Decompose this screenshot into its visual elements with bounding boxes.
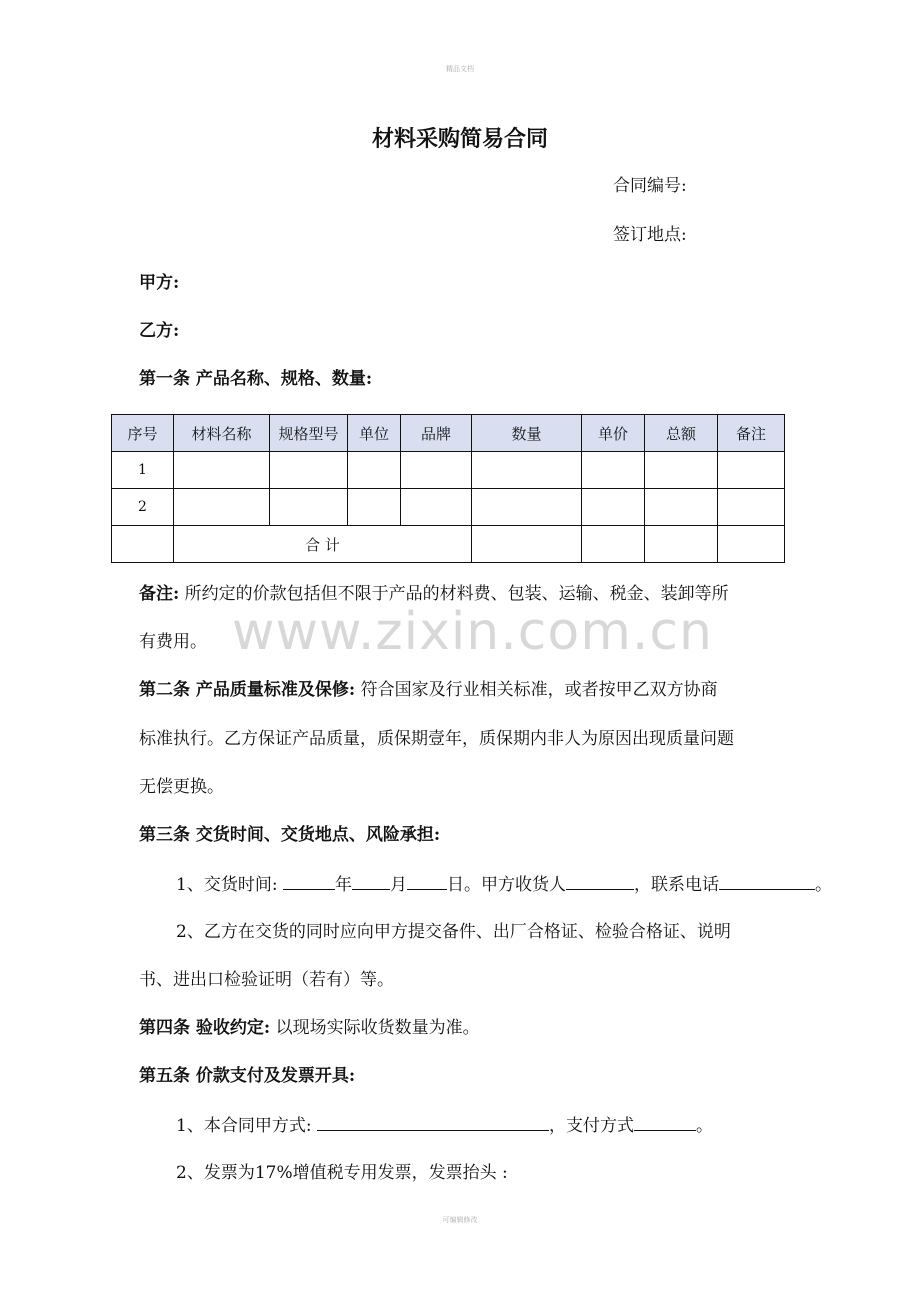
note-label: 备注: bbox=[139, 584, 180, 604]
col-header-material-name: 材料名称 bbox=[174, 415, 270, 452]
col-header-quantity: 数量 bbox=[472, 415, 582, 452]
document-title: 材料采购简易合同 bbox=[371, 127, 548, 152]
article-4-text: 以现场实际收货数量为准。 bbox=[270, 1018, 480, 1038]
receiver-blank[interactable] bbox=[566, 871, 634, 890]
article-2-line-1 bbox=[139, 678, 718, 702]
day-blank[interactable] bbox=[407, 871, 447, 890]
table-cell[interactable] bbox=[582, 526, 645, 563]
col-header-index: 序号 bbox=[112, 415, 174, 452]
article-3-heading: 第三条 交货时间、交货地点、风险承担: bbox=[139, 825, 441, 845]
row-index: 1 bbox=[112, 452, 174, 489]
receiver-label: 日。甲方收货人 bbox=[446, 875, 566, 895]
phone-label: ，联系电话 bbox=[633, 875, 719, 895]
header-note: 精品文档 bbox=[446, 65, 474, 73]
article-1-heading: 第一条 产品名称、规格、数量: bbox=[139, 369, 373, 389]
delivery-time-label: 1、交货时间: bbox=[176, 875, 283, 895]
sign-place-label: 签订地点: bbox=[613, 225, 687, 245]
table-header-row bbox=[112, 415, 785, 452]
table-row bbox=[112, 489, 785, 526]
period: 。 bbox=[814, 875, 832, 895]
payment-label: 1、本合同甲方式: bbox=[176, 1116, 317, 1136]
table-cell[interactable] bbox=[718, 526, 785, 563]
table-cell[interactable] bbox=[348, 489, 401, 526]
article-3-item-1 bbox=[176, 871, 832, 897]
materials-table bbox=[111, 414, 785, 563]
article-2-text-1: 符合国家及行业相关标准，或者按甲乙双方协商 bbox=[355, 680, 718, 700]
article-5-heading: 第五条 价款支付及发票开具: bbox=[139, 1066, 356, 1086]
table-cell bbox=[112, 526, 174, 563]
year-label: 年 bbox=[334, 875, 352, 895]
total-label: 合 计 bbox=[174, 526, 472, 563]
table-cell[interactable] bbox=[472, 489, 582, 526]
payment-method-blank[interactable] bbox=[634, 1112, 696, 1131]
article-3-item-2-line-1: 2、乙方在交货的同时应向甲方提交备件、出厂合格证、检验合格证、说明 bbox=[176, 922, 731, 942]
table-cell[interactable] bbox=[401, 489, 472, 526]
payment-blank[interactable] bbox=[317, 1112, 549, 1131]
col-header-spec: 规格型号 bbox=[270, 415, 348, 452]
table-cell[interactable] bbox=[270, 489, 348, 526]
article-5-item-1 bbox=[176, 1112, 713, 1138]
contract-number-label: 合同编号: bbox=[613, 176, 687, 196]
party-a-label: 甲方: bbox=[139, 273, 180, 293]
table-cell[interactable] bbox=[472, 526, 582, 563]
note-text-1: 所约定的价款包括但不限于产品的材料费、包装、运输、税金、装卸等所 bbox=[179, 584, 729, 604]
article-4-heading: 第四条 验收约定: bbox=[139, 1018, 271, 1038]
table-total-row bbox=[112, 526, 785, 563]
table-cell[interactable] bbox=[718, 452, 785, 489]
table-cell[interactable] bbox=[472, 452, 582, 489]
table-cell[interactable] bbox=[645, 452, 718, 489]
table-cell[interactable] bbox=[401, 452, 472, 489]
footer-note: 可编辑修改 bbox=[442, 1216, 478, 1224]
table-cell[interactable] bbox=[582, 489, 645, 526]
col-header-brand: 品牌 bbox=[401, 415, 472, 452]
article-5-item-2: 2、发票为17%增值税专用发票，发票抬头 : bbox=[176, 1163, 508, 1183]
table-cell[interactable] bbox=[348, 452, 401, 489]
col-header-unit: 单位 bbox=[348, 415, 401, 452]
year-blank[interactable] bbox=[283, 871, 335, 890]
article-4 bbox=[139, 1016, 480, 1040]
table-cell[interactable] bbox=[270, 452, 348, 489]
watermark: www.zixin.com.cn bbox=[232, 602, 713, 662]
article-2-text-3: 无偿更换。 bbox=[139, 777, 224, 797]
row-index: 2 bbox=[112, 489, 174, 526]
phone-blank[interactable] bbox=[719, 871, 815, 890]
table-cell[interactable] bbox=[582, 452, 645, 489]
note-text-2: 有费用。 bbox=[139, 632, 207, 652]
month-blank[interactable] bbox=[352, 871, 390, 890]
table-cell[interactable] bbox=[645, 489, 718, 526]
party-b-label: 乙方: bbox=[139, 321, 180, 341]
article-3-item-2-line-2: 书、进出口检验证明（若有）等。 bbox=[139, 970, 394, 990]
month-label: 月 bbox=[389, 875, 407, 895]
table-cell[interactable] bbox=[718, 489, 785, 526]
col-header-total: 总额 bbox=[645, 415, 718, 452]
table-row bbox=[112, 452, 785, 489]
col-header-unit-price: 单价 bbox=[582, 415, 645, 452]
table-cell[interactable] bbox=[174, 489, 270, 526]
table-cell[interactable] bbox=[645, 526, 718, 563]
article-2-text-2: 标准执行。乙方保证产品质量，质保期壹年，质保期内非人为原因出现质量问题 bbox=[139, 729, 734, 749]
col-header-remarks: 备注 bbox=[718, 415, 785, 452]
period: 。 bbox=[695, 1116, 713, 1136]
article-2-heading: 第二条 产品质量标准及保修: bbox=[139, 680, 356, 700]
table-cell[interactable] bbox=[174, 452, 270, 489]
payment-method-label: ，支付方式 bbox=[548, 1116, 634, 1136]
